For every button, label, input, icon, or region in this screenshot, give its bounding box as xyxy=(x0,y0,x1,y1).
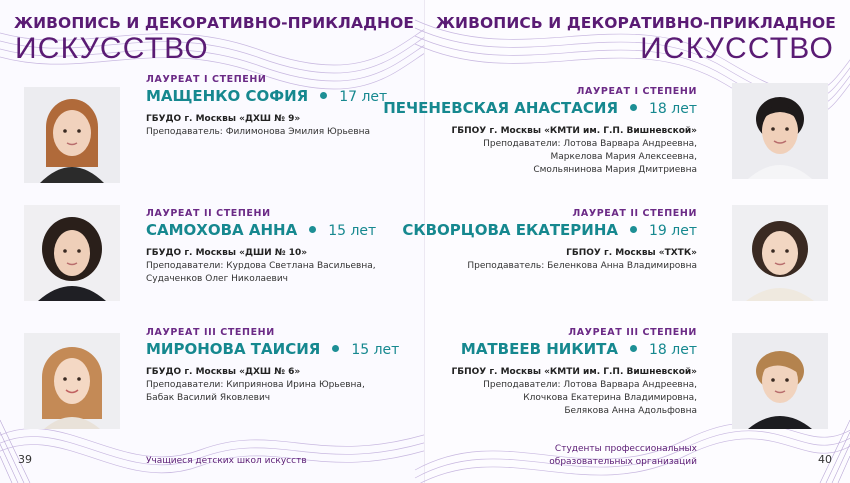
page-footer-line: образовательных организаций xyxy=(549,457,697,467)
laureate-degree: ЛАУРЕАТ III СТЕПЕНИ xyxy=(146,327,275,338)
page-number: 39 xyxy=(18,453,32,466)
laureate-school: ГБПОУ г. Москвы «КМТИ им. Г.П. Вишневской» xyxy=(451,126,697,136)
laureate-teacher: Клочкова Екатерина Владимировна, xyxy=(523,393,697,403)
laureate-degree: ЛАУРЕАТ II СТЕПЕНИ xyxy=(146,208,271,219)
laureate-photo xyxy=(24,333,120,429)
laureate-teacher: Судаченков Олег Николаевич xyxy=(146,274,288,284)
laureate-entry xyxy=(383,86,697,177)
laureate-name: МАТВЕЕВ НИКИТА xyxy=(460,340,619,358)
bullet-dot-icon xyxy=(630,104,637,111)
laureate-degree: ЛАУРЕАТ I СТЕПЕНИ xyxy=(146,74,267,85)
laureate-teacher: Маркелова Мария Алексеевна, xyxy=(550,152,697,162)
laureate-entry xyxy=(146,208,376,286)
laureate-teacher: Преподаватели: Лотова Варвара Андреевна, xyxy=(483,139,697,149)
right-page xyxy=(383,0,850,483)
laureate-age: 18 лет xyxy=(649,342,697,358)
laureate-photo xyxy=(24,205,120,301)
laureate-photo xyxy=(24,87,120,183)
laureate-name: САМОХОВА АННА xyxy=(146,221,298,239)
bullet-dot-icon xyxy=(630,226,637,233)
laureate-entry xyxy=(146,327,399,405)
laureate-teacher: Преподаватель: Филимонова Эмилия Юрьевна xyxy=(146,127,371,137)
bullet-dot-icon xyxy=(630,345,637,352)
page-footer-caption xyxy=(549,443,697,469)
laureate-teacher: Преподаватели: Лотова Варвара Андреевна, xyxy=(483,380,697,390)
page-header-title: ЖИВОПИСЬ И ДЕКОРАТИВНО-ПРИКЛАДНОЕ xyxy=(435,14,836,32)
laureate-photo xyxy=(732,333,828,429)
laureate-name: МАЩЕНКО СОФИЯ xyxy=(146,87,309,105)
bullet-dot-icon xyxy=(332,345,339,352)
laureate-teacher: Преподаватели: Курдова Светлана Васильевна, xyxy=(146,261,376,271)
bullet-dot-icon xyxy=(320,92,327,99)
laureate-degree: ЛАУРЕАТ III СТЕПЕНИ xyxy=(568,327,697,338)
page-footer-line: Студенты профессиональных xyxy=(554,444,697,454)
laureate-degree: ЛАУРЕАТ I СТЕПЕНИ xyxy=(576,86,697,97)
laureate-name: ПЕЧЕНЕВСКАЯ АНАСТАСИЯ xyxy=(383,99,619,117)
laureate-degree: ЛАУРЕАТ II СТЕПЕНИ xyxy=(572,208,697,219)
page-header-subtitle: ИСКУССТВО xyxy=(15,32,209,65)
laureate-age: 17 лет xyxy=(339,89,388,105)
laureate-entry xyxy=(146,74,387,139)
laureate-name: МИРОНОВА ТАИСИЯ xyxy=(146,340,321,358)
page-header-title: ЖИВОПИСЬ И ДЕКОРАТИВНО-ПРИКЛАДНОЕ xyxy=(14,14,415,32)
laureate-name: СКВОРЦОВА ЕКАТЕРИНА xyxy=(402,221,619,239)
laureate-age: 18 лет xyxy=(649,101,697,117)
page-number: 40 xyxy=(818,453,832,466)
laureate-teacher: Преподаватель: Беленкова Анна Владимировна xyxy=(467,261,697,271)
laureate-teacher: Преподаватели: Киприянова Ирина Юрьевна, xyxy=(146,380,365,390)
laureate-school: ГБУДО г. Москвы «ДХШ № 9» xyxy=(146,114,301,124)
laureate-age: 15 лет xyxy=(328,223,377,239)
laureate-school: ГБПОУ г. Москвы «ТХТК» xyxy=(566,248,697,258)
laureate-teacher: Белякова Анна Адольфовна xyxy=(564,406,697,416)
bullet-dot-icon xyxy=(309,226,316,233)
laureate-entry xyxy=(451,327,697,418)
laureate-teacher: Смольянинова Мария Дмитриевна xyxy=(533,165,697,175)
laureate-age: 15 лет xyxy=(351,342,400,358)
laureate-teacher: Бабак Василий Яковлевич xyxy=(146,393,271,403)
laureate-school: ГБПОУ г. Москвы «КМТИ им. Г.П. Вишневской» xyxy=(451,367,697,377)
laureate-photo xyxy=(732,205,828,301)
laureate-school: ГБУДО г. Москвы «ДХШ № 6» xyxy=(146,367,301,377)
laureate-photo xyxy=(732,83,828,179)
page-header-subtitle: ИСКУССТВО xyxy=(640,32,834,65)
laureate-entry xyxy=(402,208,697,273)
page-footer-caption: Учащиеся детских школ искусств xyxy=(146,456,307,466)
laureate-age: 19 лет xyxy=(649,223,697,239)
laureate-school: ГБУДО г. Москвы «ДШИ № 10» xyxy=(146,248,308,258)
